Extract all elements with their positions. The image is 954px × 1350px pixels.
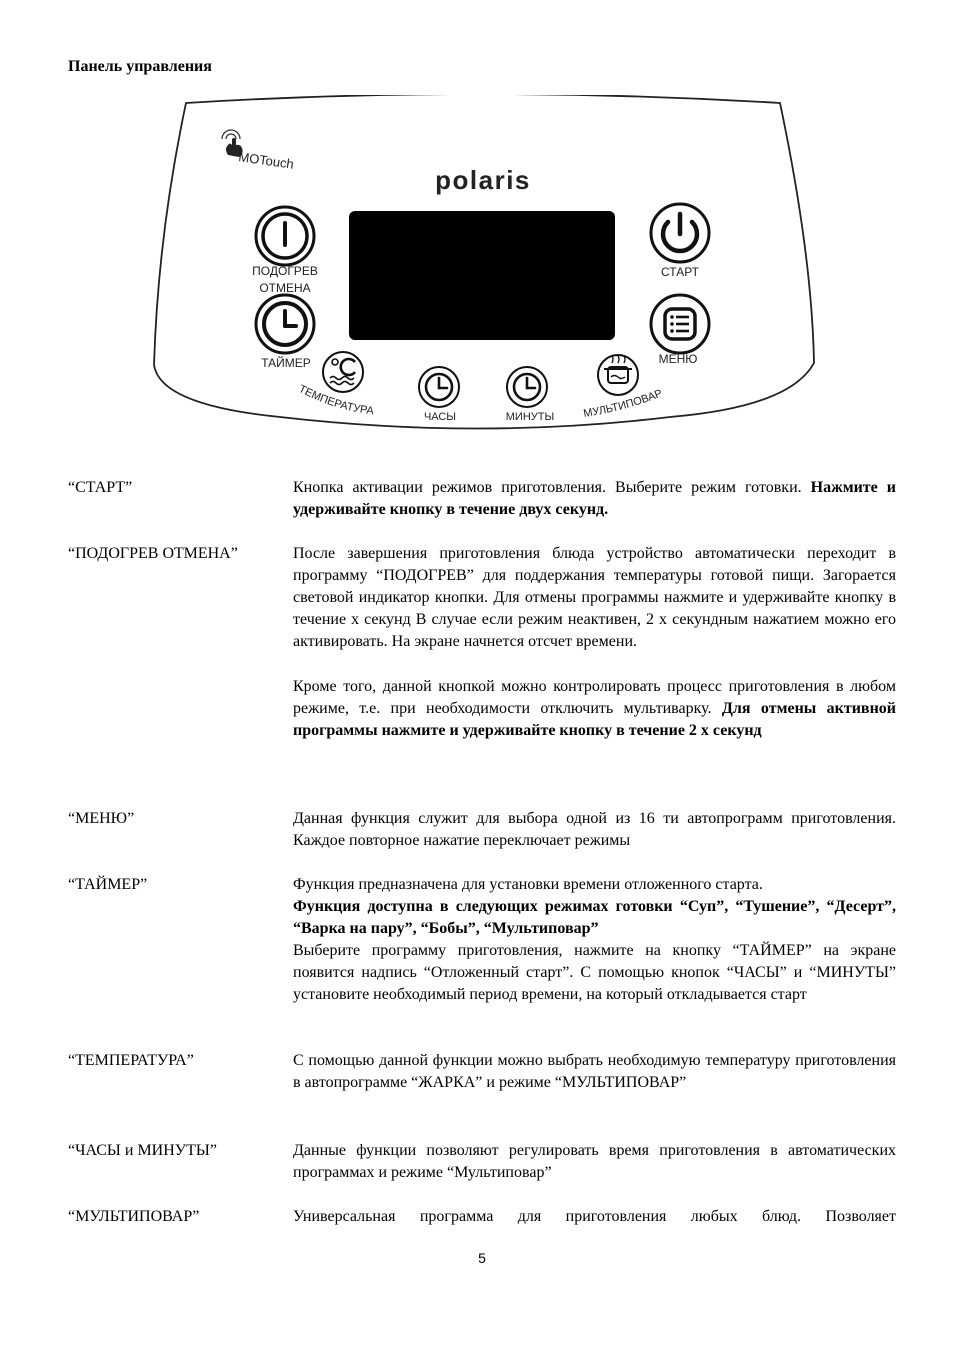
control-panel-illustration xyxy=(150,95,816,445)
term: “ПОДОГРЕВ ОТМЕНА” xyxy=(68,545,238,562)
hours-label: ЧАСЫ xyxy=(423,411,457,423)
description: Данная функция служит для выбора одной из 16 ти автопрограмм приготовления. Каждое повторное нажатие переключает режимы xyxy=(293,810,896,849)
section-title: Панель управления xyxy=(68,58,212,75)
description: Универсальная программа для приготовления любых блюд. Позволяет xyxy=(293,1208,896,1225)
term: “ТАЙМЕР” xyxy=(68,876,148,893)
description: Данные функции позволяют регулировать время приготовления в автоматических программах и режиме “Мультиповар” xyxy=(293,1142,896,1181)
touch-logo-text: MOTouch xyxy=(237,149,295,172)
description: После завершения приготовления блюда устройство автоматически переходит в программу “ПОДОГРЕВ” для поддержания температуры готовой пищи. Загорается световой индикатор кнопки. Для отмены программы нажмите и удерживайте кнопку в течение х секунд В случае если режим неактивен, 2 х секундным нажатием можно его активировать. На экране начнется отсчет времени. Кроме того, данной кнопкой можно контролировать процесс приготовления в любом режиме, т.е. при необходимости отключить мультиварку. Для отмены активной программы нажмите и удерживайте кнопку в течение 2 х секунд xyxy=(293,545,897,739)
brand-logo: polaris xyxy=(435,165,531,195)
term: “МЕНЮ” xyxy=(68,810,135,827)
cancel-label: ОТМЕНА xyxy=(259,281,311,295)
menu-label: МЕНЮ xyxy=(658,352,698,366)
term: “СТАРТ” xyxy=(68,479,133,496)
menu-button[interactable] xyxy=(651,295,709,353)
multicook-label: МУЛЬТИПОВАР xyxy=(582,387,665,420)
page-number: 5 xyxy=(478,1250,486,1266)
minutes-button[interactable] xyxy=(507,367,547,407)
start-button[interactable] xyxy=(651,204,709,262)
term: “МУЛЬТИПОВАР” xyxy=(68,1208,200,1225)
start-label: СТАРТ xyxy=(661,265,699,279)
temperature-label: ТЕМПЕРАТУРА xyxy=(296,383,375,418)
description: С помощью данной функции можно выбрать необходимую температуру приготовления в автопрограмме “ЖАРКА” и режиме “МУЛЬТИПОВАР” xyxy=(293,1052,896,1091)
warm-cancel-button[interactable] xyxy=(256,207,314,265)
timer-button[interactable] xyxy=(256,295,314,353)
minutes-label: МИНУТЫ xyxy=(505,411,555,423)
timer-label: ТАЙМЕР xyxy=(261,356,311,370)
temperature-button[interactable] xyxy=(323,352,363,392)
term: “ТЕМПЕРАТУРА” xyxy=(68,1052,194,1069)
description: Кнопка активации режимов приготовления. Выберите режим готовки. Нажмите и удерживайте кнопку в течение двух секунд. xyxy=(293,479,896,518)
hours-button[interactable] xyxy=(419,367,459,407)
multicook-button[interactable] xyxy=(598,355,638,395)
description: Функция предназначена для установки времени отложенного старта. Функция доступна в следующих режимах готовки “Суп”, “Тушение”, “Десерт”, “Варка на пару”, “Бобы”, “Мультиповар” Выберите программу приготовления, нажмите на кнопку “ТАЙМЕР” на экране появится надпись “Отложенный старт”. С помощью кнопок “ЧАСЫ” и “МИНУТЫ” установите необходимый период времени, на который откладывается старт xyxy=(293,876,896,1003)
term: “ЧАСЫ и МИНУТЫ” xyxy=(68,1142,217,1159)
display-screen xyxy=(349,211,615,340)
warm-label: ПОДОГРЕВ xyxy=(252,264,318,278)
